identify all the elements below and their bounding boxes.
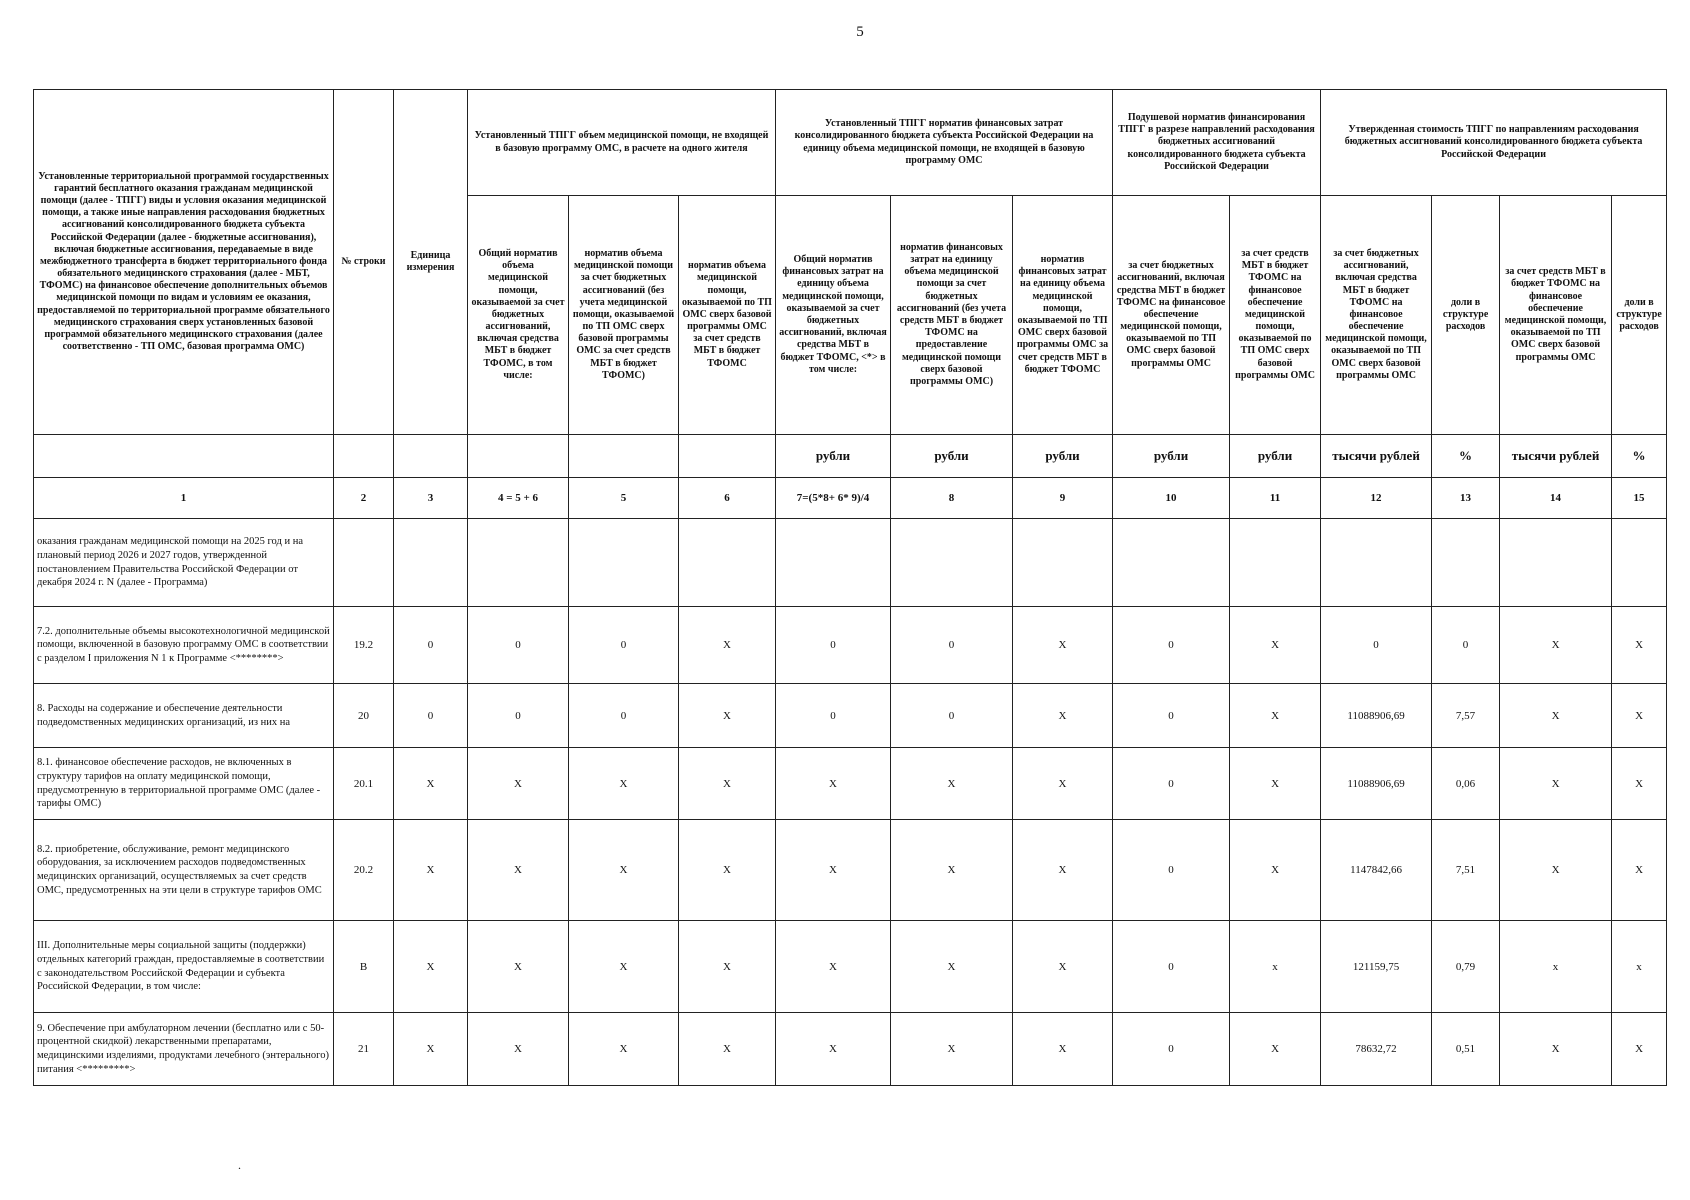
table-cell: x (1612, 921, 1667, 1013)
table-cell: X (1230, 1013, 1321, 1086)
column-numbers-row (34, 478, 1667, 519)
table-cell (891, 519, 1013, 607)
header-col-9: норматив финансовых затрат на единицу объема медицинской помощи, оказываемой по ТП ОМС сверх базовой программы ОМС за счет средств МБТ в бюджет ТФОМС (1013, 196, 1113, 435)
table-cell: 0 (1113, 1013, 1230, 1086)
column-number: 1 (34, 478, 334, 519)
table-row (34, 607, 1667, 684)
table-row (34, 519, 1667, 607)
table-cell (1612, 519, 1667, 607)
table-cell: X (1500, 820, 1612, 921)
unit-cell: тысячи рублей (1500, 435, 1612, 478)
table-row (34, 748, 1667, 820)
header-col-14: за счет средств МБТ в бюджет ТФОМС на финансовое обеспечение медицинской помощи, оказываемой по ТП ОМС сверх базовой программы ОМС (1500, 196, 1612, 435)
table-cell: В (334, 921, 394, 1013)
table-cell (776, 519, 891, 607)
table-cell: X (394, 1013, 468, 1086)
page-number: 5 (856, 24, 864, 40)
table-cell: X (1230, 684, 1321, 748)
table-cell: 0 (468, 684, 569, 748)
table-cell: X (1230, 748, 1321, 820)
table-cell: 0 (1113, 820, 1230, 921)
table-cell: X (776, 820, 891, 921)
table-row (34, 684, 1667, 748)
table-cell: X (1612, 1013, 1667, 1086)
header-group-per-capita: Подушевой норматив финансирования ТПГГ в разрезе направлений расходования бюджетных ассигнований консолидированного бюджета субъекта Российской Федерации (1113, 90, 1321, 196)
table-cell: 78632,72 (1321, 1013, 1432, 1086)
unit-cell (34, 435, 334, 478)
table-cell: X (569, 820, 679, 921)
row-description: 9. Обеспечение при амбулаторном лечении (бесплатно или с 50-процентной скидкой) лекарственными препаратами, медицинскими изделиями, продуктами лечебного (энтерального) питания <*********> (34, 1013, 334, 1086)
table-cell: X (1612, 684, 1667, 748)
row-description: оказания гражданам медицинской помощи на 2025 год и на плановый период 2026 и 2027 годов, утвержденной постановлением Правительства Российской Федерации от декабря 2024 г. N (далее - Программа) (34, 519, 334, 607)
unit-cell (569, 435, 679, 478)
table-cell: 0 (1113, 748, 1230, 820)
column-number: 2 (334, 478, 394, 519)
table-cell: x (1500, 921, 1612, 1013)
header-col-6: норматив объема медицинской помощи, оказываемой по ТП ОМС сверх базовой программы ОМС за счет средств МБТ в бюджет ТФОМС (679, 196, 776, 435)
row-description: 8.2. приобретение, обслуживание, ремонт медицинского оборудования, за исключением расходов подведомственных медицинских организаций, осуществляемых за счет средств ОМС, предусмотренных на эти цели в структуре тарифов ОМС (34, 820, 334, 921)
header-col-11: за счет средств МБТ в бюджет ТФОМС на финансовое обеспечение медицинской помощи, оказываемой по ТП ОМС сверх базовой программы ОМС (1230, 196, 1321, 435)
table-cell: X (1013, 684, 1113, 748)
table-cell: 0 (1113, 684, 1230, 748)
table-cell: 20 (334, 684, 394, 748)
unit-cell: рубли (1230, 435, 1321, 478)
table-cell (468, 519, 569, 607)
table-cell: 0 (1113, 607, 1230, 684)
table-cell (1013, 519, 1113, 607)
column-number: 14 (1500, 478, 1612, 519)
table-cell: X (468, 820, 569, 921)
table-cell: X (891, 921, 1013, 1013)
table-cell: X (1230, 820, 1321, 921)
header-group-volume: Установленный ТПГГ объем медицинской помощи, не входящей в базовую программу ОМС, в расчете на одного жителя (468, 90, 776, 196)
table-body (34, 519, 1667, 1086)
header-col-10: за счет бюджетных ассигнований, включая средства МБТ в бюджет ТФОМС на финансовое обеспечение медицинской помощи, оказываемой по ТП ОМС сверх базовой программы ОМС (1113, 196, 1230, 435)
table-cell: X (1013, 820, 1113, 921)
column-number: 4 = 5 + 6 (468, 478, 569, 519)
header-col-13: доли в структуре расходов (1432, 196, 1500, 435)
table-cell: 0 (569, 684, 679, 748)
table-cell: 0 (468, 607, 569, 684)
unit-cell: рубли (1013, 435, 1113, 478)
row-description: 7.2. дополнительные объемы высокотехнологичной медицинской помощи, включенной в базовую программу ОМС в соответствии с разделом I приложения N 1 к Программе <********> (34, 607, 334, 684)
table-cell (1432, 519, 1500, 607)
table-cell: 0 (394, 684, 468, 748)
table-cell: x (1230, 921, 1321, 1013)
units-row (34, 435, 1667, 478)
table-cell: X (679, 1013, 776, 1086)
table-row (34, 1013, 1667, 1086)
column-number: 15 (1612, 478, 1667, 519)
header-group-approved-cost: Утвержденная стоимость ТПГГ по направлениям расходования бюджетных ассигнований консолидированного бюджета субъекта Российской Федерации (1321, 90, 1667, 196)
row-description: III. Дополнительные меры социальной защиты (поддержки) отдельных категорий граждан, предоставляемые в соответствии с законодательством Российской Федерации и субъекта Российской Федерации, в том числе: (34, 921, 334, 1013)
table-cell: X (394, 820, 468, 921)
unit-cell (334, 435, 394, 478)
table-row (34, 820, 1667, 921)
table-row (34, 921, 1667, 1013)
table-cell: X (1500, 684, 1612, 748)
table-cell (394, 519, 468, 607)
unit-cell: рубли (776, 435, 891, 478)
table-cell: X (679, 684, 776, 748)
table-cell: X (1500, 1013, 1612, 1086)
table-cell: X (569, 1013, 679, 1086)
table-cell: X (1612, 820, 1667, 921)
table-cell: 0 (776, 684, 891, 748)
header-unit: Единица измерения (394, 90, 468, 435)
table-cell: 0 (1321, 607, 1432, 684)
column-number: 11 (1230, 478, 1321, 519)
table-cell: X (776, 748, 891, 820)
table-cell (1113, 519, 1230, 607)
table-cell: 0 (891, 607, 1013, 684)
unit-cell: % (1612, 435, 1667, 478)
table-cell: 0 (569, 607, 679, 684)
table-cell: 1147842,66 (1321, 820, 1432, 921)
row-description: 8.1. финансовое обеспечение расходов, не включенных в структуру тарифов на оплату медицинской помощи, предусмотренную в территориальной программе ОМС (далее - тарифы ОМС) (34, 748, 334, 820)
table-cell (1500, 519, 1612, 607)
header-col-1: Установленные территориальной программой государственных гарантий бесплатного оказания гражданам медицинской помощи (далее - ТПГГ) виды и условия оказания медицинской помощи, а также иные направления расходования бюджетных ассигнований консолидированного бюджета субъекта Российской Федерации (далее - бюджетные ассигнования), включая бюджетные ассигнования, передаваемые в виде межбюджетного трансферта в бюджет территориального фонда обязательного медицинского страхования (далее - МБТ, ТФОМС) на финансовое обеспечение дополнительных объемов медицинской помощи по видам и условиям ее оказания, предоставляемой по территориальной программе обязательного медицинского страхования сверх установленных базовой программой обязательного медицинского страхования (далее соответственно - ТП ОМС, базовая программа ОМС) (34, 90, 334, 435)
table-cell (334, 519, 394, 607)
unit-cell (679, 435, 776, 478)
table-cell: 11088906,69 (1321, 748, 1432, 820)
column-number: 8 (891, 478, 1013, 519)
table-cell: 0 (891, 684, 1013, 748)
table-cell: X (1612, 607, 1667, 684)
table-cell: 21 (334, 1013, 394, 1086)
table-cell: X (1013, 921, 1113, 1013)
column-number: 6 (679, 478, 776, 519)
column-number: 5 (569, 478, 679, 519)
table-cell: X (679, 748, 776, 820)
table-cell: X (1612, 748, 1667, 820)
column-number: 9 (1013, 478, 1113, 519)
table-cell: 20.1 (334, 748, 394, 820)
table-cell: 0 (1113, 921, 1230, 1013)
table-cell: X (679, 607, 776, 684)
financing-table (33, 89, 1667, 1086)
unit-cell (468, 435, 569, 478)
column-number: 13 (1432, 478, 1500, 519)
table-cell: 0 (394, 607, 468, 684)
table-cell: 0,06 (1432, 748, 1500, 820)
header-row-number: № строки (334, 90, 394, 435)
header-col-5: норматив объема медицинской помощи за счет бюджетных ассигнований (без учета медицинской помощи, оказываемой по ТП ОМС сверх базовой программы ОМС за счет средств МБТ в бюджет ТФОМС) (569, 196, 679, 435)
table-cell: X (1500, 607, 1612, 684)
table-cell: X (1013, 748, 1113, 820)
footer-mark: . (238, 1158, 241, 1172)
unit-cell: рубли (891, 435, 1013, 478)
table-cell (1230, 519, 1321, 607)
header-col-8: норматив финансовых затрат на единицу объема медицинской помощи за счет бюджетных ассигнований (без учета средств МБТ в бюджет ТФОМС на предоставление медицинской помощи сверх базовой программы ОМС) (891, 196, 1013, 435)
table-cell: 20.2 (334, 820, 394, 921)
unit-cell: % (1432, 435, 1500, 478)
header-col-4: Общий норматив объема медицинской помощи, оказываемой за счет бюджетных ассигнований, включая средства МБТ в бюджет ТФОМС, в том числе: (468, 196, 569, 435)
table-cell: X (394, 748, 468, 820)
table-cell: X (679, 921, 776, 1013)
column-number: 12 (1321, 478, 1432, 519)
table-cell: X (891, 820, 1013, 921)
table-cell (1321, 519, 1432, 607)
unit-cell: тысячи рублей (1321, 435, 1432, 478)
header-group-cost-norm: Установленный ТПГГ норматив финансовых затрат консолидированного бюджета субъекта Российской Федерации на единицу объема медицинской помощи, не входящей в базовую программу ОМС (776, 90, 1113, 196)
table-cell: 11088906,69 (1321, 684, 1432, 748)
table-cell: X (679, 820, 776, 921)
header-col-7: Общий норматив финансовых затрат на единицу объема медицинской помощи, оказываемой за счет бюджетных ассигнований, включая средства МБТ в бюджет ТФОМС, <*> в том числе: (776, 196, 891, 435)
table-cell: X (891, 1013, 1013, 1086)
table-cell: 0,79 (1432, 921, 1500, 1013)
table-cell: X (1500, 748, 1612, 820)
column-number: 3 (394, 478, 468, 519)
column-number: 10 (1113, 478, 1230, 519)
table-cell: X (468, 748, 569, 820)
table-cell: X (891, 748, 1013, 820)
table-cell (679, 519, 776, 607)
table-cell: X (1013, 607, 1113, 684)
unit-cell (394, 435, 468, 478)
table-cell: 121159,75 (1321, 921, 1432, 1013)
table-cell: 0 (1432, 607, 1500, 684)
table-cell: 19.2 (334, 607, 394, 684)
table-cell: X (569, 921, 679, 1013)
table-cell: 7,57 (1432, 684, 1500, 748)
table-cell: X (1013, 1013, 1113, 1086)
header-col-15: доли в структуре расходов (1612, 196, 1667, 435)
table-cell: X (776, 1013, 891, 1086)
table-cell (569, 519, 679, 607)
table-cell: X (569, 748, 679, 820)
table-cell: 7,51 (1432, 820, 1500, 921)
table-cell: X (394, 921, 468, 1013)
table-cell: X (776, 921, 891, 1013)
table-cell: 0,51 (1432, 1013, 1500, 1086)
unit-cell: рубли (1113, 435, 1230, 478)
table-cell: X (1230, 607, 1321, 684)
table-cell: 0 (776, 607, 891, 684)
column-number: 7=(5*8+ 6* 9)/4 (776, 478, 891, 519)
row-description: 8. Расходы на содержание и обеспечение деятельности подведомственных медицинских организаций, из них на (34, 684, 334, 748)
table-cell: X (468, 921, 569, 1013)
table-cell: X (468, 1013, 569, 1086)
header-col-12: за счет бюджетных ассигнований, включая средства МБТ в бюджет ТФОМС на финансовое обеспечение медицинской помощи, оказываемой по ТП ОМС сверх базовой программы ОМС (1321, 196, 1432, 435)
